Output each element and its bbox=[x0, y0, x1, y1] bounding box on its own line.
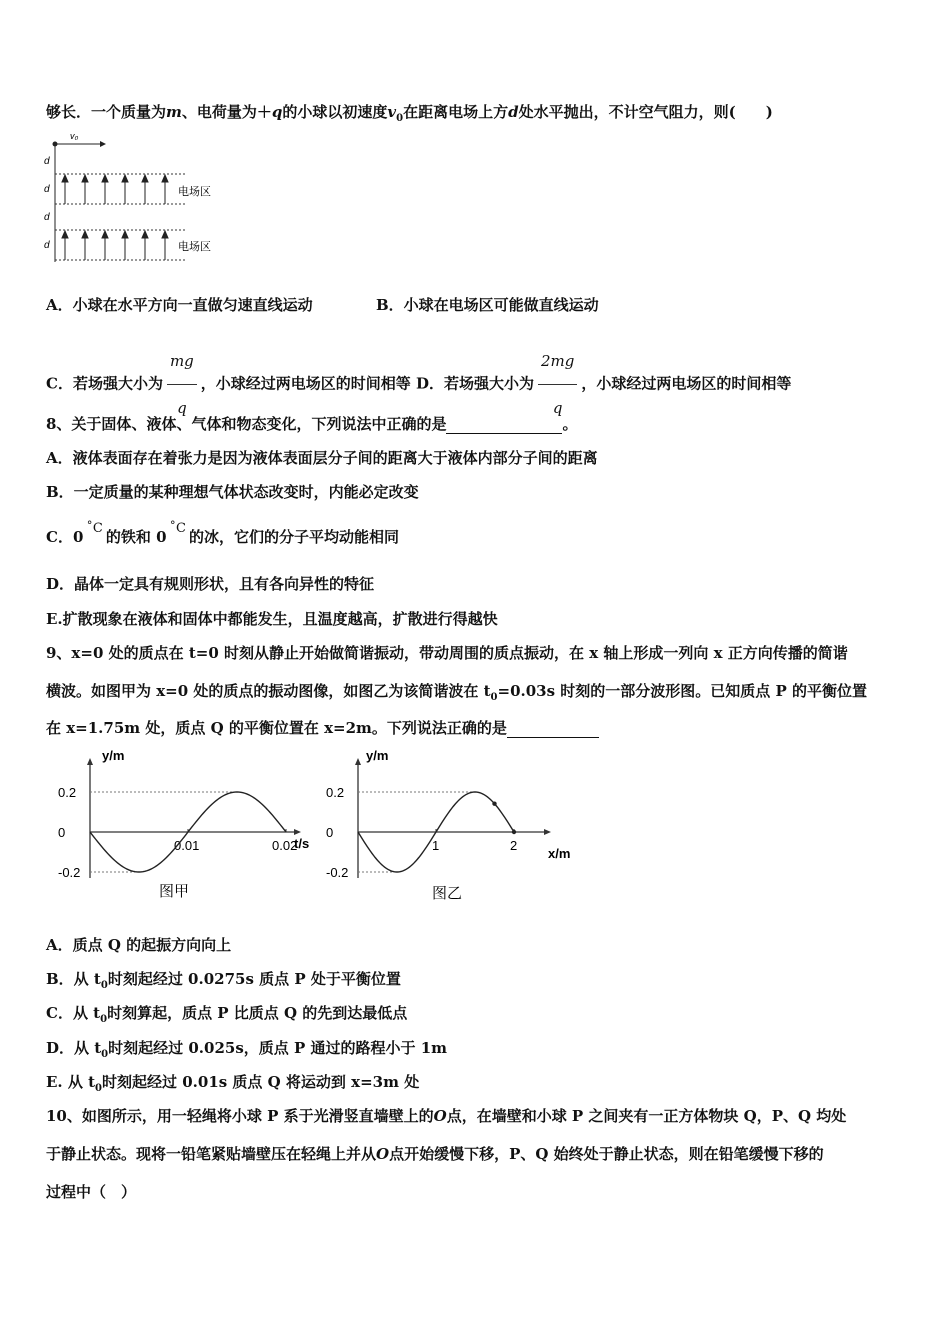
chart-waveform-graph bbox=[322, 748, 592, 908]
chart-title: 图乙 bbox=[432, 885, 463, 902]
y-axis-arrow bbox=[355, 758, 361, 765]
q7-electric-field-figure bbox=[40, 128, 230, 268]
chart-title: 图甲 bbox=[159, 883, 190, 900]
q10-stem-line3: 过程中（ ） bbox=[46, 1183, 137, 1201]
fraction-mg-q: $\frac{mg}{q}$ bbox=[167, 338, 197, 431]
q8-option-a: A．液体表面存在着张力是因为液体表面层分子间的距离大于液体内部分子间的距离 bbox=[46, 449, 598, 467]
q7-option-a: A．小球在水平方向一直做匀速直线运动 bbox=[46, 296, 313, 314]
q8-option-b: B．一定质量的某种理想气体状态改变时，内能必定改变 bbox=[46, 483, 419, 501]
y-tick-label: -0.2 bbox=[326, 865, 349, 880]
q9-option-d: D．从 $t_0$时刻起经过 0.025s，质点 P 通过的路程小于 1m bbox=[46, 1039, 448, 1060]
v0-label: v₀ bbox=[70, 131, 79, 141]
d-label: d bbox=[44, 156, 50, 167]
q7-stem: 够长．一个质量为m、电荷量为＋q的小球以初速度$v_0$在距离电场上方d处水平抛出，不计空气阻力，则( ) bbox=[46, 103, 773, 124]
q9-option-a: A．质点 Q 的起振方向向上 bbox=[46, 936, 232, 954]
q9-option-b: B．从 $t_0$时刻起经过 0.0275s 质点 P 处于平衡位置 bbox=[46, 970, 401, 991]
y-axis-label: y/m bbox=[102, 748, 125, 763]
y-tick-label: 0 bbox=[58, 825, 66, 840]
q9-stem-line2: 横波。如图甲为 x=0 处的质点的振动图像，如图乙为该简谐波在 $t_0=0.03s$ 时刻的一部分波形图。已知质点 P 的平衡位置 bbox=[46, 682, 868, 703]
q8-option-c: C．0 ˚C 的铁和 0 ˚C 的冰，它们的分子平均动能相同 bbox=[46, 521, 399, 546]
field-region-label: 电场区 bbox=[178, 241, 211, 253]
fraction-2mg-q: $\frac{2mg}{q}$ bbox=[538, 338, 577, 431]
q10-stem-line1: 10、如图所示，用一轻绳将小球 P 系于光滑竖直墙壁上的O点，在墙壁和小球 P 之间夹有一正方体物块 Q，P、Q 均处 bbox=[46, 1107, 847, 1125]
y-axis-arrow bbox=[87, 758, 93, 765]
x-axis-arrow bbox=[544, 829, 551, 835]
q9-stem-line1: 9、x=0 处的质点在 t=0 时刻从静止开始做简谐振动，带动周围的质点振动，在 x 轴上形成一列向 x 正方向传播的简谐 bbox=[46, 644, 848, 662]
q9-stem-line3: 在 x=1.75m 处，质点 Q 的平衡位置在 x=2m。下列说法正确的是 bbox=[46, 718, 599, 738]
y-tick-label: -0.2 bbox=[58, 865, 81, 880]
x-tick-label: 0.01 bbox=[174, 838, 200, 853]
x-axis-arrow bbox=[294, 829, 301, 835]
y-axis-label: y/m bbox=[366, 748, 389, 763]
y-tick-label: 0.2 bbox=[326, 785, 345, 800]
q8-option-e: E.扩散现象在液体和固体中都能发生，且温度越高，扩散进行得越快 bbox=[46, 610, 498, 628]
x-tick-label: 0.02 bbox=[272, 838, 298, 853]
field-region-label: 电场区 bbox=[178, 186, 211, 198]
x-axis-label: x/m bbox=[548, 846, 571, 861]
point-Q bbox=[512, 830, 516, 834]
q9-option-c: C．从 $t_0$时刻算起，质点 P 比质点 Q 的先到达最低点 bbox=[46, 1004, 408, 1025]
answer-blank bbox=[507, 737, 599, 738]
point-P bbox=[492, 802, 496, 806]
q7-options-cd: C．若场强大小为 $\frac{mg}{q}$ ，小球经过两电场区的时间相等 D．若场强大小为 $\frac{2mg}{q}$ ，小球经过两电场区的时间相等 bbox=[46, 338, 791, 431]
y-tick-label: 0.2 bbox=[58, 785, 77, 800]
q9-option-e: E. 从 $t_0$时刻起经过 0.01s 质点 Q 将运动到 x=3m 处 bbox=[46, 1073, 420, 1094]
q7-option-b: B．小球在电场区可能做直线运动 bbox=[376, 296, 599, 314]
x-axis-label: t/s bbox=[294, 836, 310, 851]
answer-blank bbox=[446, 433, 562, 434]
q8-stem: 8、关于固体、液体、气体和物态变化，下列说法中正确的是 。 bbox=[46, 415, 578, 433]
y-tick-label: 0 bbox=[326, 825, 334, 840]
d-label: d bbox=[44, 240, 50, 251]
d-label: d bbox=[44, 184, 50, 195]
chart-vibration-graph bbox=[44, 748, 334, 908]
q10-stem-line2: 于静止状态。现将一铅笔紧贴墙壁压在轻绳上并从O点开始缓慢下移，P、Q 始终处于静止状态，则在铅笔缓慢下移的 bbox=[46, 1145, 824, 1163]
x-tick-label: 2 bbox=[510, 838, 518, 853]
d-label: d bbox=[44, 212, 50, 223]
x-tick-label: 1 bbox=[432, 838, 440, 853]
q8-option-d: D．晶体一定具有规则形状，且有各向异性的特征 bbox=[46, 575, 375, 593]
